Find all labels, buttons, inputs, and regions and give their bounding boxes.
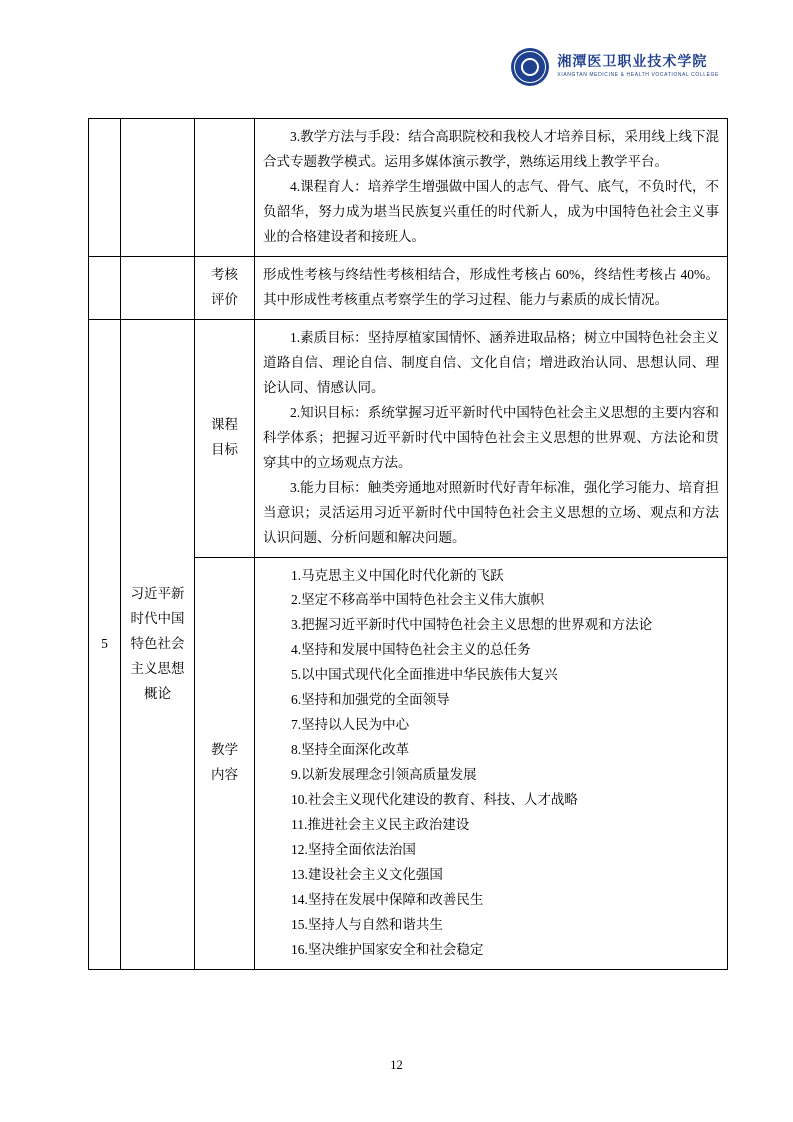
college-name-en: XIANGTAN MEDICINE & HEALTH VOCATIONAL COLLEGE [557,72,719,79]
row-number-cell [89,256,121,319]
college-emblem-icon [511,48,549,86]
teaching-content-label-line2: 内容 [211,767,238,783]
page-number: 12 [390,1058,403,1072]
teaching-content-item: 15.坚持人与自然和谐共生 [291,917,443,933]
teaching-content-item: 9.以新发展理念引领高质量发展 [291,767,477,783]
teaching-content-item: 4.坚持和发展中国特色社会主义的总任务 [291,642,531,658]
teaching-content-item: 3.把握习近平新时代中国特色社会主义思想的世界观和方法论 [291,617,653,633]
course-name-line3: 特色社会 [130,635,185,651]
teaching-content-item: 7.坚持以人民为中心 [291,717,410,733]
course-name-line2: 时代中国 [130,610,185,626]
item-label-cell [195,119,255,257]
course-name-cell [121,119,195,257]
teaching-content-item: 10.社会主义现代化建设的教育、科技、人才战略 [291,792,578,808]
teaching-content-item: 11.推进社会主义民主政治建设 [291,817,470,833]
objectives-label-line2: 目标 [211,442,238,458]
teaching-content-cell [255,557,728,970]
teaching-method-paragraph: 3.教学方法与手段：结合高职院校和我校人才培养目标，采用线上线下混合式专题教学模式。运用多媒体演示教学，熟练运用线上教学平台。 [263,129,719,169]
assessment-label-cell [195,256,255,319]
teaching-method-cell [255,119,728,257]
table-row [89,256,728,319]
objectives-label-line1: 课程 [211,417,238,433]
quality-objective-paragraph: 1.素质目标：坚持厚植家国情怀、涵养进取品格；树立中国特色社会主义道路自信、理论自信、制度自信、文化自信；增进政治认同、思想认同、理论认同、情感认同。 [263,329,719,395]
course-name-cell [121,319,195,969]
assessment-label-line1: 考核 [211,266,238,282]
teaching-content-item: 1.马克思主义中国化时代化新的飞跃 [291,567,504,583]
objectives-label-cell [195,319,255,557]
ability-objective-paragraph: 3.能力目标：触类旁通地对照新时代好青年标准，强化学习能力、培育担当意识；灵活运用习近平新时代中国特色社会主义思想的立场、观点和方法认识问题、分析问题和解决问题。 [263,479,719,545]
teaching-content-item: 14.坚持在发展中保障和改善民生 [291,892,484,908]
teaching-content-label-line1: 教学 [211,742,238,758]
course-name-line4: 主义思想 [130,660,185,676]
teaching-content-item: 8.坚持全面深化改革 [291,742,410,758]
teaching-content-list [263,564,719,964]
objectives-content-cell [255,319,728,557]
course-syllabus-table [88,118,728,970]
college-logo-text [557,55,719,79]
row-number-cell [89,119,121,257]
college-logo [511,48,719,86]
row-number-cell: 5 [89,319,121,969]
assessment-paragraph: 形成性考核与终结性考核相结合，形成性考核占 60%，终结性考核占 40%。其中形成性考核重点考察学生的学习过程、能力与素质的成长情况。 [263,266,719,307]
course-name-line5: 概论 [144,685,171,701]
teaching-content-item: 16.坚决维护国家安全和社会稳定 [291,942,484,958]
knowledge-objective-paragraph: 2.知识目标：系统掌握习近平新时代中国特色社会主义思想的主要内容和科学体系；把握习近平新时代中国特色社会主义思想的世界观、方法论和贯穿其中的立场观点方法。 [263,404,719,470]
teaching-content-item: 2.坚定不移高举中国特色社会主义伟大旗帜 [291,592,545,608]
teaching-content-label-cell [195,557,255,970]
teaching-content-item: 13.建设社会主义文化强国 [291,867,443,883]
assessment-content-cell [255,256,728,319]
teaching-content-item: 6.坚持和加强党的全面领导 [291,692,450,708]
course-name-cell [121,256,195,319]
teaching-content-item: 5.以中国式现代化全面推进中华民族伟大复兴 [291,667,558,683]
course-name-line1: 习近平新 [130,585,185,601]
teaching-content-item: 12.坚持全面依法治国 [291,842,416,858]
college-name-cn: 湘潭医卫职业技术学院 [557,55,708,71]
course-education-paragraph: 4.课程育人：培养学生增强做中国人的志气、骨气、底气，不负时代，不负韶华，努力成为堪当民族复兴重任的时代新人，成为中国特色社会主义事业的合格建设者和接班人。 [263,178,719,244]
table-row-course5-objectives [89,319,728,557]
table-row [89,119,728,257]
assessment-label-line2: 评价 [211,291,238,307]
